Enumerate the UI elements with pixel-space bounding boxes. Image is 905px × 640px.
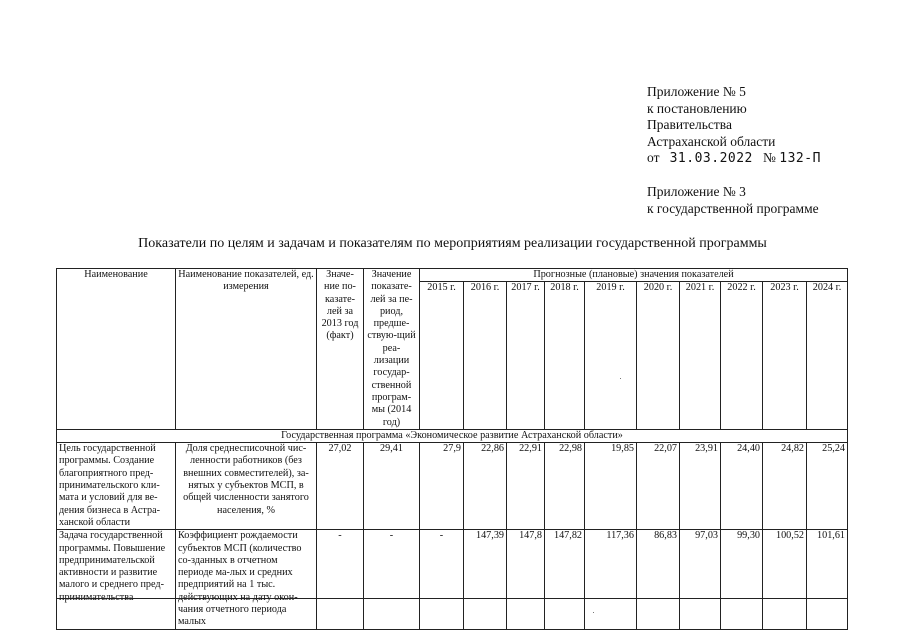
row-year-value: 23,91 bbox=[680, 443, 721, 530]
row-year-value: 100,52 bbox=[763, 530, 807, 629]
row-name: Цель государственной программы. Создание благоприятного пред-принимательского кли-мата и условий для ве-дения бизнеса в Астра-ханской области bbox=[57, 443, 176, 530]
row-indicator: Коэффициент рождаемости субъектов МСП (количество со-зданных в отчетном периоде ма-лых и средних предприятий на 1 тыс. действующих на дату окон-чания отчетного периода малых bbox=[176, 530, 317, 629]
appendix-5-line4: Астраханской области bbox=[647, 133, 776, 149]
appendix-3-line1: Приложение № 3 bbox=[647, 184, 746, 199]
year-header: 2021 г. bbox=[680, 282, 721, 430]
row-value-2014: 29,41 bbox=[364, 443, 420, 530]
decree-date: 31.03.2022 bbox=[669, 151, 753, 166]
row-value-2014: - bbox=[364, 530, 420, 629]
col-header-name: Наименование bbox=[57, 269, 176, 430]
col-header-indicator: Наименование показателей, ед. измерения bbox=[176, 269, 317, 430]
scan-speck bbox=[620, 378, 621, 379]
row-year-value: 25,24 bbox=[807, 443, 848, 530]
row-year-value: 147,82 bbox=[545, 530, 585, 629]
year-header: 2017 г. bbox=[507, 282, 545, 430]
section-title: Государственная программа «Экономическое развитие Астраханской области» bbox=[57, 429, 848, 442]
appendix-3-line2: к государственной программе bbox=[647, 200, 819, 216]
row-year-value: 101,61 bbox=[807, 530, 848, 629]
row-year-value: 22,91 bbox=[507, 443, 545, 530]
row-year-value: 22,98 bbox=[545, 443, 585, 530]
table-row bbox=[57, 443, 848, 530]
row-year-value: 22,86 bbox=[464, 443, 507, 530]
number-prefix: № bbox=[763, 150, 776, 165]
row-year-value: 99,30 bbox=[721, 530, 763, 629]
row-name: Задача государственной программы. Повышение предпринимательской активности и развитие малого и среднего пред-принимательства bbox=[57, 530, 176, 629]
row-year-value: 147,39 bbox=[464, 530, 507, 629]
row-year-value: 22,07 bbox=[637, 443, 680, 530]
row-value-2013: - bbox=[317, 530, 364, 629]
year-header: 2024 г. bbox=[807, 282, 848, 430]
section-row bbox=[57, 429, 848, 442]
col-header-forecast: Прогнозные (плановые) значения показателей bbox=[420, 269, 848, 282]
row-year-value: - bbox=[420, 530, 464, 629]
year-header: 2019 г. bbox=[585, 282, 637, 430]
col-header-2013: Значе-ние по-казате-лей за 2013 год (факт) bbox=[317, 269, 364, 430]
year-header: 2018 г. bbox=[545, 282, 585, 430]
row-year-value: 24,40 bbox=[721, 443, 763, 530]
row-indicator: Доля среднесписочной чис-ленности работников (без внешних совместителей), за-нятых у субъектов МСП, в общей численности занятого населения, % bbox=[176, 443, 317, 530]
row-value-2013: 27,02 bbox=[317, 443, 364, 530]
year-header: 2015 г. bbox=[420, 282, 464, 430]
row-year-value: 117,36 bbox=[585, 530, 637, 629]
row-year-value: 24,82 bbox=[763, 443, 807, 530]
col-header-prev-period: Значение показате-лей за пе-риод, предше-ствую-щий реа-лизации государ-ственной програм-мы (2014 год) bbox=[364, 269, 420, 430]
table-row bbox=[57, 530, 848, 629]
row-year-value: 19,85 bbox=[585, 443, 637, 530]
appendix-5-line1: Приложение № 5 bbox=[647, 84, 746, 99]
date-prefix: от bbox=[647, 150, 660, 165]
row-year-value: 97,03 bbox=[680, 530, 721, 629]
year-header: 2023 г. bbox=[763, 282, 807, 430]
table-bottom-edge bbox=[56, 598, 847, 599]
header-row-1 bbox=[57, 269, 848, 282]
row-year-value: 86,83 bbox=[637, 530, 680, 629]
document-title: Показатели по целям и задачам и показателям по мероприятиям реализации государственной программы bbox=[138, 236, 767, 251]
appendix-5-line2: к постановлению bbox=[647, 100, 747, 116]
decree-date-number bbox=[647, 150, 821, 168]
decree-number: 132-П bbox=[779, 151, 821, 166]
row-year-value: 147,8 bbox=[507, 530, 545, 629]
indicators-table bbox=[56, 268, 848, 630]
appendix-3-block bbox=[647, 184, 819, 217]
year-header: 2016 г. bbox=[464, 282, 507, 430]
scan-speck bbox=[593, 612, 594, 613]
appendix-5-line3: Правительства bbox=[647, 117, 732, 132]
appendix-5-block bbox=[647, 84, 821, 168]
year-header: 2022 г. bbox=[721, 282, 763, 430]
year-header: 2020 г. bbox=[637, 282, 680, 430]
row-year-value: 27,9 bbox=[420, 443, 464, 530]
